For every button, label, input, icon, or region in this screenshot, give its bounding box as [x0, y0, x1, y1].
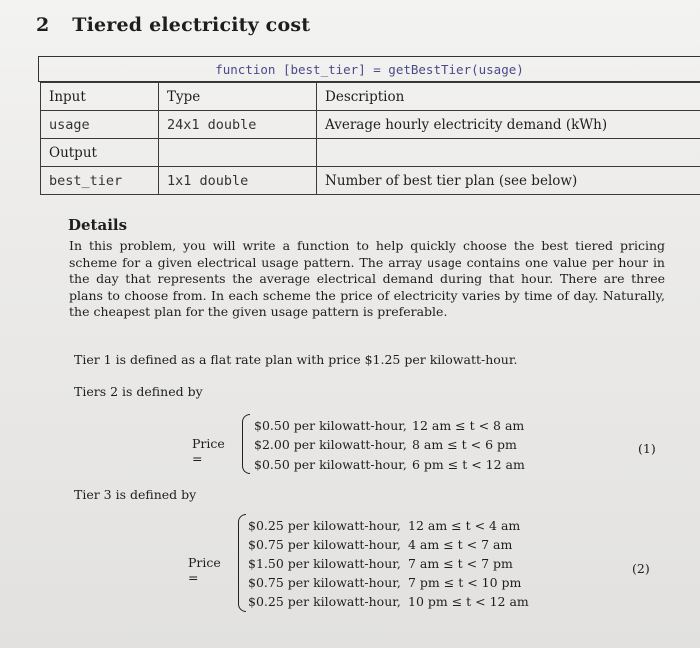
- empty-cell: [159, 139, 317, 167]
- brace-icon: [238, 514, 246, 612]
- tier3-condition: 10 pm ≤ t < 12 am: [408, 594, 529, 609]
- tier3-condition: 7 pm ≤ t < 10 pm: [408, 575, 522, 590]
- tier3-intro: Tier 3 is defined by: [74, 487, 197, 502]
- equation-number: (1): [638, 441, 656, 456]
- input-type: 24x1 double: [159, 111, 317, 139]
- tier3-condition: 7 am ≤ t < 7 pm: [408, 556, 513, 571]
- inline-code: usage: [427, 255, 462, 270]
- brace-icon: [242, 414, 250, 474]
- section-title: [36, 14, 310, 36]
- tier3-price: $0.25 per kilowatt-hour,: [248, 518, 401, 533]
- output-type: 1x1 double: [159, 167, 317, 195]
- input-header: Input: [41, 83, 159, 111]
- input-description: Average hourly electricity demand (kWh): [317, 111, 700, 139]
- function-signature: function [best_tier] = getBestTier(usage): [38, 56, 700, 82]
- equation-number: (2): [632, 561, 650, 576]
- tier2-intro: Tiers 2 is defined by: [74, 384, 203, 399]
- tier3-row: [248, 518, 521, 533]
- empty-cell: [317, 139, 700, 167]
- tier3-row: [248, 594, 529, 609]
- tier2-price-label: Price =: [192, 436, 225, 466]
- tier2-price: $0.50 per kilowatt-hour,: [254, 457, 407, 472]
- tier2-price: $0.50 per kilowatt-hour,: [254, 418, 407, 433]
- details-paragraph: [69, 238, 665, 321]
- tier2-row: [254, 418, 525, 433]
- tier2-condition: 8 am ≤ t < 6 pm: [412, 437, 517, 452]
- tier3-row: [248, 556, 513, 571]
- tier2-price: $2.00 per kilowatt-hour,: [254, 437, 407, 452]
- tier2-condition: 12 am ≤ t < 8 am: [412, 418, 525, 433]
- table-row: [41, 167, 700, 195]
- tier3-condition: 4 am ≤ t < 7 am: [408, 537, 513, 552]
- input-name: usage: [41, 111, 159, 139]
- table-row: [41, 111, 700, 139]
- output-name: best_tier: [41, 167, 159, 195]
- paragraph-text-rest: contains one value per hour in the day that represents the average electrical demand during that hour. There are three plans to choose from. In each scheme the price of electricity varies by time of day. Naturally, the cheapest plan for the given usage pattern is preferable.: [69, 254, 665, 319]
- tier3-condition: 12 am ≤ t < 4 am: [408, 518, 521, 533]
- tier2-row: [254, 437, 517, 452]
- tier3-price: $0.75 per kilowatt-hour,: [248, 537, 401, 552]
- tier3-price: $0.25 per kilowatt-hour,: [248, 594, 401, 609]
- output-header: Output: [41, 139, 159, 167]
- section-heading: Tiered electricity cost: [72, 14, 311, 36]
- tier3-price: $1.50 per kilowatt-hour,: [248, 556, 401, 571]
- tier3-row: [248, 537, 513, 552]
- table-row: [41, 83, 700, 111]
- paragraph-text: In this problem, you will write a function to help quickly choose the best tiered pricing scheme for a given electrical usage pattern. The array: [69, 238, 665, 270]
- description-header: Description: [317, 83, 700, 111]
- tier2-condition: 6 pm ≤ t < 12 am: [412, 457, 525, 472]
- output-description: Number of best tier plan (see below): [317, 167, 700, 195]
- tier2-row: [254, 457, 525, 472]
- io-table: [40, 82, 700, 195]
- tier3-price-label: Price =: [188, 555, 221, 585]
- details-heading: Details: [68, 216, 128, 234]
- tier3-price: $0.75 per kilowatt-hour,: [248, 575, 401, 590]
- tier3-row: [248, 575, 522, 590]
- type-header: Type: [159, 83, 317, 111]
- tier1-definition: Tier 1 is defined as a flat rate plan with price $1.25 per kilowatt-hour.: [74, 352, 518, 367]
- section-number: 2: [36, 14, 50, 36]
- table-row: [41, 139, 700, 167]
